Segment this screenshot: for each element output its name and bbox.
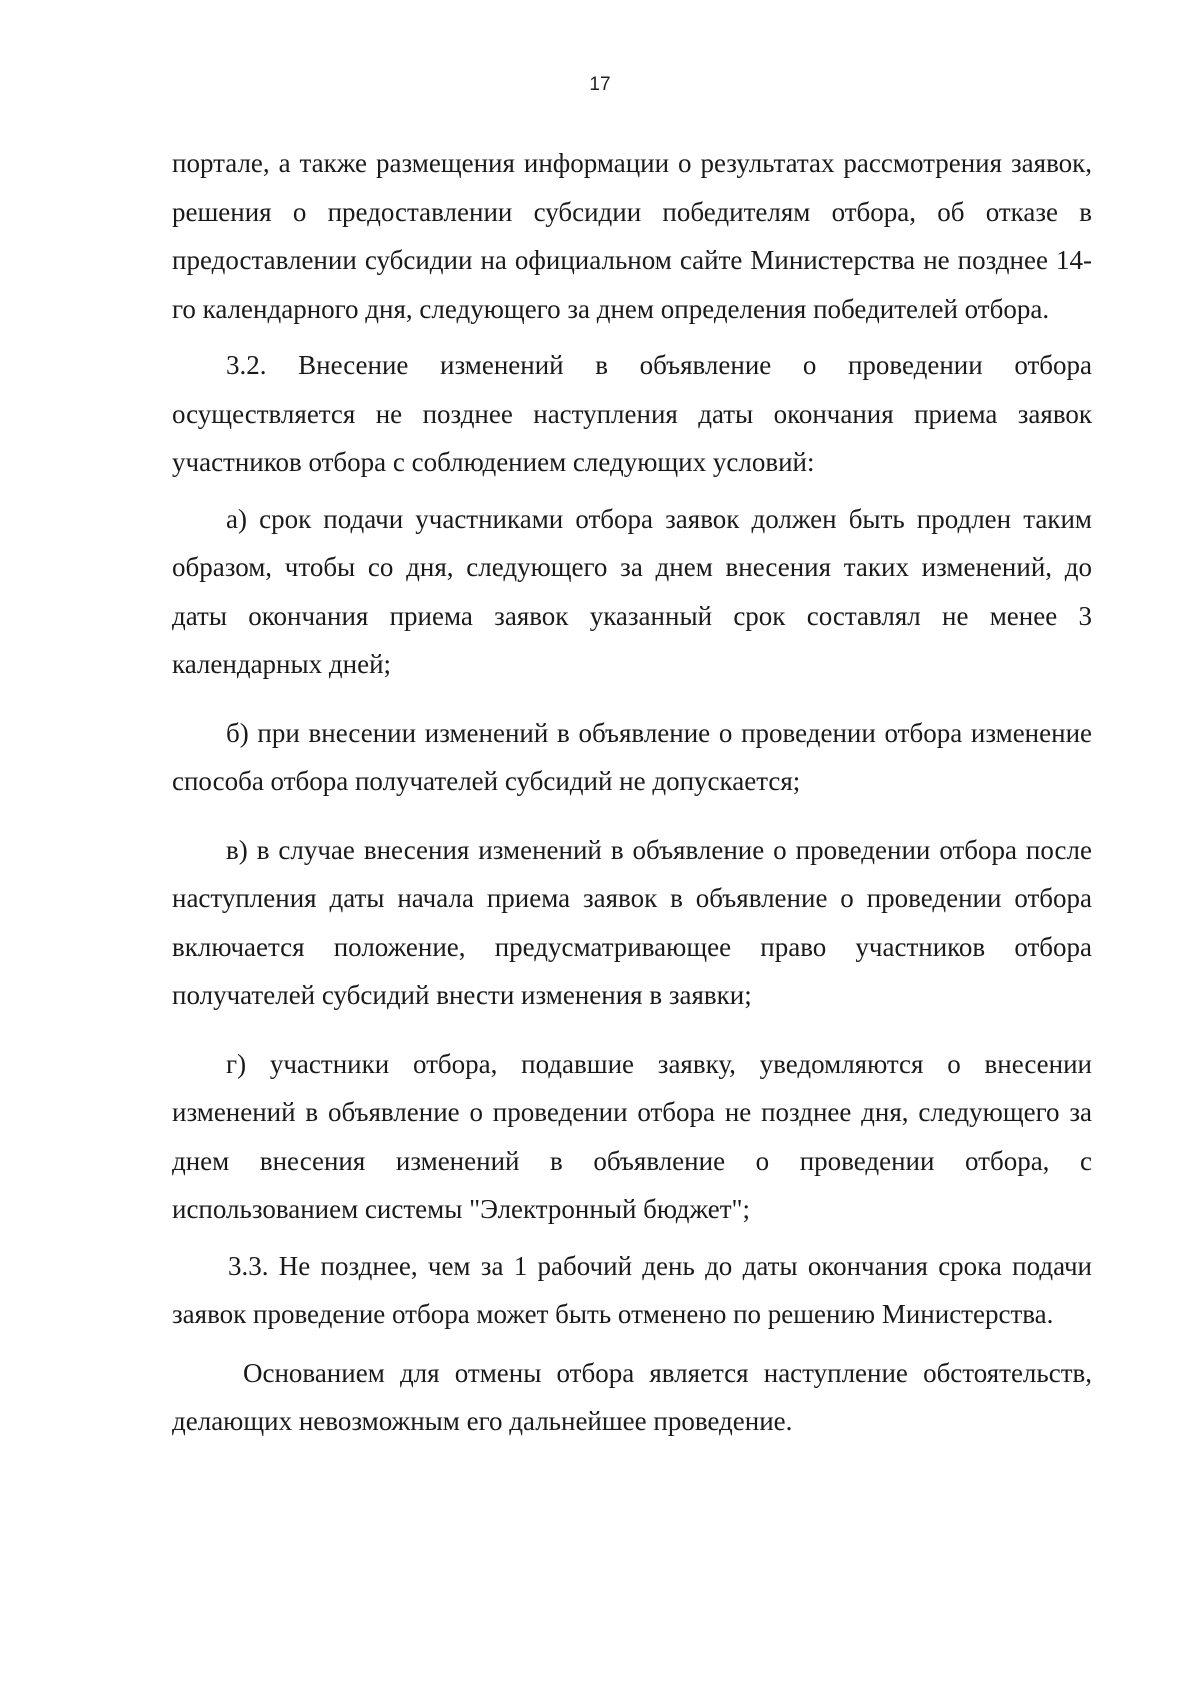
paragraph-item-v: в) в случае внесения изменений в объявление о проведении отбора после наступления даты начала приема заявок в объявление о проведении отбора включается положение, предусматривающее право участников отбора получателей субсидий внести изменения в заявки; <box>172 834 1092 1010</box>
paragraph-item-a: а) срок подачи участниками отбора заявок должен быть продлен таким образом, чтобы со дня, следующего за днем внесения таких изменений, до даты окончания приема заявок указанный срок составлял не менее 3 календарных дней; <box>172 503 1092 679</box>
document-body <box>172 139 1092 1446</box>
paragraph-section-3-2: 3.2. Внесение изменений в объявление о проведении отбора осуществляется не позднее наступления даты окончания приема заявок участников отбора с соблюдением следующих условий: <box>172 350 1092 477</box>
paragraph-section-3-3: 3.3. Не позднее, чем за 1 рабочий день до даты окончания срока подачи заявок проведение отбора может быть отменено по решению Министерства. <box>172 1250 1092 1329</box>
paragraph-item-b: б) при внесении изменений в объявление о проведении отбора изменение способа отбора получателей субсидий не допускается; <box>172 717 1092 796</box>
paragraph-continuation: портале, а также размещения информации о результатах рассмотрения заявок, решения о предоставлении субсидии победителям отбора, об отказе в предоставлении субсидии на официальном сайте Министерства не позднее 14-го календарного дня, следующего за днем определения победителей отбора. <box>172 148 1092 324</box>
paragraph-grounds-for-cancellation: Основанием для отмены отбора является наступление обстоятельств, делающих невозможным его дальнейшее проведение. <box>172 1357 1092 1436</box>
page-number: 17 <box>589 74 611 95</box>
paragraph-item-g: г) участники отбора, подавшие заявку, уведомляются о внесении изменений в объявление о проведении отбора не позднее дня, следующего за днем внесения изменений в объявление о проведении отбора, с использованием системы "Электронный бюджет"; <box>172 1048 1092 1224</box>
